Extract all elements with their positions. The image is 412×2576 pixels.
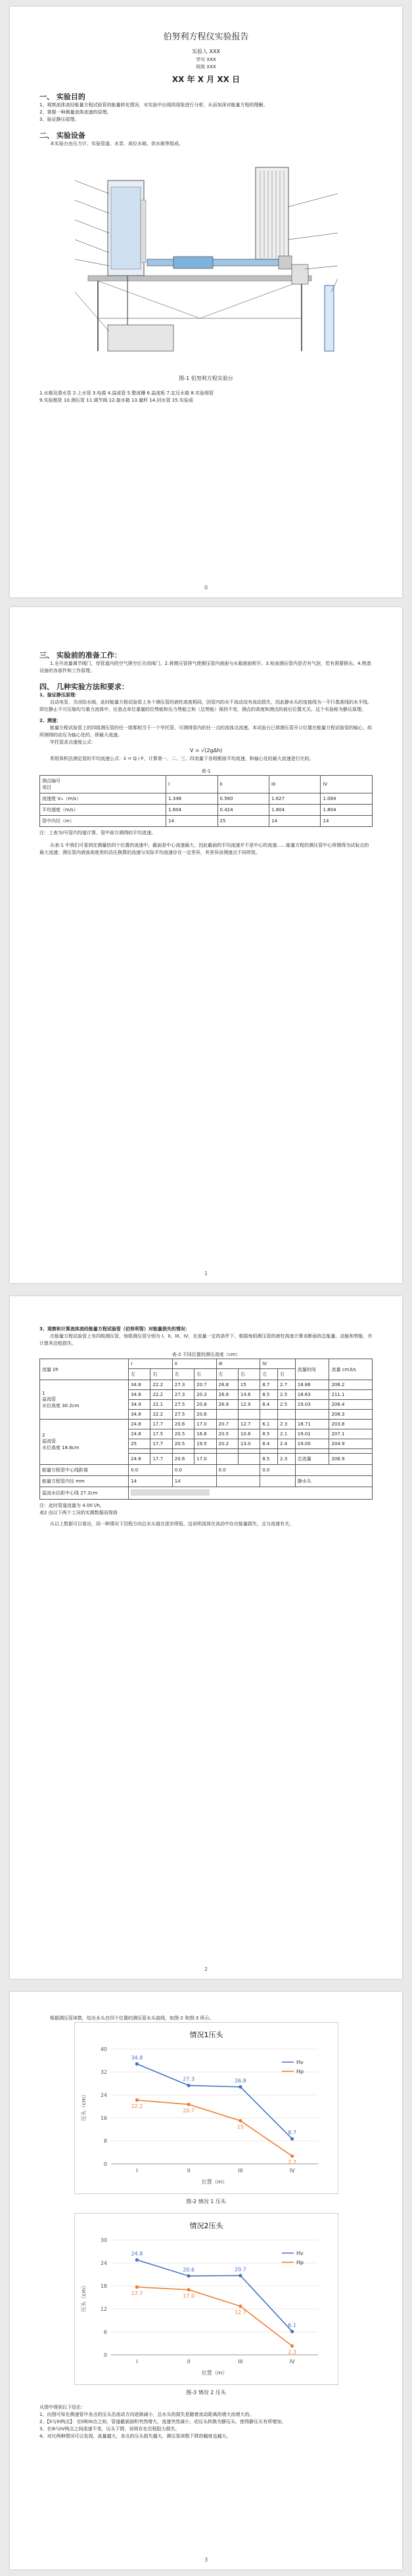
table-header-cell: II bbox=[172, 1359, 216, 1369]
table-cell: 22.1 bbox=[150, 1400, 172, 1410]
table-cell: 14 bbox=[269, 816, 321, 827]
row-label-line: 1 bbox=[42, 1390, 45, 1396]
objective-2: 2、掌握一种测量流体流速的原理。 bbox=[39, 110, 112, 115]
table-cell: 20.6 bbox=[172, 1420, 194, 1429]
legend-entry: Hp bbox=[296, 2069, 304, 2075]
y-tick-label: 30 bbox=[100, 2237, 107, 2243]
table-cell: 0.560 bbox=[217, 793, 269, 805]
table-cell: 2.3 bbox=[278, 1454, 296, 1465]
report-date: XX 年 X 月 XX 日 bbox=[172, 75, 240, 84]
apparatus-diagram bbox=[68, 154, 344, 371]
table-header-cell: III bbox=[216, 1359, 260, 1369]
table-cell: 17.0 bbox=[195, 1420, 216, 1429]
table-cell: 1.804 bbox=[269, 805, 321, 816]
table-cell bbox=[260, 1476, 296, 1487]
table-cell bbox=[195, 1449, 216, 1454]
table-cell: 204.9 bbox=[329, 1439, 373, 1449]
table-cell: 2.1 bbox=[278, 1429, 296, 1439]
row-label-line: 水位高度 18.6cm bbox=[42, 1445, 80, 1450]
page-3 bbox=[10, 1296, 402, 1979]
table-cell bbox=[216, 1476, 260, 1487]
table-cell: 1.084 bbox=[321, 793, 373, 805]
method-2-text: 能量方程试验管上的四组测压管的任一组都相当于一个毕托管，可测得管内的任一点的流体点流速。本试验台已将测压管开口位置在能量方程试验管的轴心，故所测得的动压为轴心处的，即最大流速。 bbox=[39, 725, 372, 738]
table-cell: 14.6 bbox=[238, 1390, 260, 1400]
y-tick-label: 18 bbox=[100, 2283, 107, 2289]
table-cell: 19.01 bbox=[295, 1429, 329, 1439]
data-label: 17.7 bbox=[130, 2290, 143, 2296]
table-cell: 8.5 bbox=[260, 1390, 278, 1400]
page-1 bbox=[10, 7, 402, 597]
table-row-label bbox=[40, 1380, 129, 1420]
table-cell bbox=[278, 1449, 296, 1454]
table-cell: 能量方程管内径 mm bbox=[40, 1476, 129, 1487]
table-row bbox=[40, 776, 373, 793]
table-1-note: 注：上表为Ⅰ号管内均值计算，管中前方测得的平均流速。 bbox=[39, 830, 156, 835]
table-header-cell: 右 bbox=[278, 1369, 296, 1380]
table-cell bbox=[295, 1449, 329, 1454]
data-point bbox=[239, 2304, 242, 2308]
section-4-heading: 四、 几种实验方法和要求： bbox=[39, 683, 129, 691]
series-line-hp bbox=[137, 2100, 292, 2156]
analysis-3: 3、在III与IV两点之间流速不变，压头下降，说明存在沿程阻力损失。 bbox=[39, 2426, 180, 2432]
table-cell: 34.8 bbox=[129, 1380, 150, 1390]
table-cell: 平均速度（m/s） bbox=[40, 805, 166, 816]
table-cell: 20.7 bbox=[216, 1420, 238, 1429]
y-tick-label: 6 bbox=[103, 2329, 107, 2335]
table-header-cell: 右 bbox=[238, 1369, 260, 1380]
method-3-title: 3、观察和计算流体流经能量方程试验管（伯努利管）对能量损失的情况： bbox=[39, 1326, 190, 1332]
series-line-hv bbox=[137, 2260, 292, 2331]
table-cell: 20.5 bbox=[172, 1429, 194, 1439]
student-id: 学号 XXX bbox=[196, 57, 216, 62]
table-cell bbox=[329, 1449, 373, 1454]
table-row bbox=[40, 1465, 373, 1476]
data-point bbox=[290, 2155, 294, 2158]
table-cell bbox=[295, 1410, 329, 1420]
table-cell: 25 bbox=[129, 1439, 150, 1449]
table-row bbox=[40, 805, 373, 816]
analysis-title: 从图中得到以下结论： bbox=[39, 2405, 85, 2410]
table-2 bbox=[39, 1359, 373, 1500]
table-cell: 34.8 bbox=[129, 1410, 150, 1420]
table-cell: 27.3 bbox=[172, 1380, 194, 1390]
table-cell: 20.6 bbox=[172, 1454, 194, 1465]
table-cell: 总流量 bbox=[295, 1454, 329, 1465]
y-axis-label: 压头（cm） bbox=[80, 2283, 87, 2312]
table-cell: 16.8 bbox=[195, 1429, 216, 1439]
y-tick-label: 24 bbox=[100, 2092, 107, 2098]
table-cell bbox=[172, 1449, 194, 1454]
table-cell: 27.5 bbox=[172, 1410, 194, 1420]
velocity-analysis: 从表-1 中我们可看到在测量的四个位置的流速中，截面是中心流速最大，因此截面的平均流速并不是中心的流速……能量方程的测压管中心所测得为试验点的最大流速；测压管内液面高度差的动压换算的流速与实际平均流速存在一定差异，其差异由测速点不同所致。 bbox=[39, 843, 369, 855]
equipment-legend-2: 9.实验粗管 10.测压管 11.调节阀 12.接水箱 13.量杯 14.回水管 15.实验桌 bbox=[39, 398, 193, 403]
table-header-cell: III bbox=[269, 776, 321, 793]
data-label: 8.7 bbox=[287, 2129, 296, 2136]
y-tick-label: 12 bbox=[100, 2306, 107, 2312]
figure-1-caption: 图-1 伯努利方程实验台 bbox=[179, 375, 233, 381]
table-cell: 1.804 bbox=[166, 805, 217, 816]
table-header-cell: IV bbox=[321, 776, 373, 793]
table-row-label bbox=[40, 1420, 129, 1465]
table-cell: 溢流水位距中心线 27.2cm bbox=[40, 1487, 129, 1500]
table-cell: 14 bbox=[172, 1476, 216, 1487]
data-label: 6.1 bbox=[287, 2322, 296, 2329]
table-cell: 22.2 bbox=[150, 1390, 172, 1400]
data-label: 2.7 bbox=[287, 2159, 296, 2166]
table-cell: 24.8 bbox=[129, 1420, 150, 1429]
table-cell: 206.4 bbox=[329, 1400, 373, 1410]
table-cell: 能量方程管中心线距离 bbox=[40, 1465, 129, 1476]
data-point bbox=[187, 2103, 190, 2106]
y-axis-label: 压头（cm） bbox=[80, 2092, 87, 2121]
table-cell: 207.1 bbox=[329, 1429, 373, 1439]
data-label: 12.7 bbox=[234, 2309, 246, 2315]
data-point bbox=[187, 2274, 190, 2277]
table-cell: 8.4 bbox=[260, 1400, 278, 1410]
table-cell: 19.5 bbox=[195, 1439, 216, 1449]
data-point bbox=[290, 2344, 294, 2348]
section-2-heading: 二、 实验设备 bbox=[39, 131, 85, 140]
table-cell: 17.7 bbox=[150, 1420, 172, 1429]
method-2-title: 2、测速： bbox=[39, 718, 61, 723]
charts-intro: 根据测压管读数，绘出水头在四个位置的测压管水头曲线，如图-2 和图-3 所示。 bbox=[50, 2016, 214, 2021]
table-cell: 20.5 bbox=[216, 1429, 238, 1439]
table-cell: 203.8 bbox=[329, 1420, 373, 1429]
table-cell bbox=[238, 1410, 260, 1420]
table-header-cell: I bbox=[166, 776, 217, 793]
data-label: 34.8 bbox=[130, 2054, 143, 2061]
table-cell: 静水头 bbox=[295, 1476, 372, 1487]
apparatus-svg bbox=[68, 154, 344, 371]
table-cell bbox=[278, 1410, 296, 1420]
table-cell: 18.71 bbox=[295, 1420, 329, 1429]
row-label-line: 溢流管 bbox=[42, 1396, 56, 1402]
table-cell: 20.8 bbox=[195, 1400, 216, 1410]
table-cell: 34.9 bbox=[129, 1400, 150, 1410]
data-label: 22.2 bbox=[130, 2103, 143, 2109]
table-cell: 0.0 bbox=[260, 1465, 296, 1476]
data-point bbox=[239, 2085, 242, 2088]
table-cell: 18.63 bbox=[295, 1390, 329, 1400]
legend-entry: Hv bbox=[296, 2059, 304, 2065]
table-cell: 27.3 bbox=[172, 1390, 194, 1400]
table-2-note-1: 注：此时管道流量为 4.00 l/h。 bbox=[39, 1503, 104, 1508]
class-line: 班级 XXX bbox=[196, 64, 216, 70]
page-number: 2 bbox=[204, 1966, 208, 1972]
table-row bbox=[40, 816, 373, 827]
series-line-hp bbox=[137, 2287, 292, 2346]
table-header-cell: 左 bbox=[260, 1369, 278, 1380]
table-cell: 34.8 bbox=[129, 1390, 150, 1400]
x-axis-label: 位置（m） bbox=[201, 2370, 227, 2376]
table-row bbox=[40, 1420, 373, 1429]
table-cell: 15 bbox=[238, 1380, 260, 1390]
table-cell: 26.8 bbox=[216, 1380, 238, 1390]
table-cell: 流速度 Vₘ（m/s） bbox=[40, 793, 166, 805]
table-cell: 8.5 bbox=[260, 1454, 278, 1465]
table-cell: 206.2 bbox=[329, 1380, 373, 1390]
method-1-text: 启动电泵，关闭给水阀，此时能量方程试验管上各个测压管的液柱高度相同，因管内的水不流动没有流动损失，因此静水头的连接线为一平行基准线的水平线。即在静止不可压缩均匀重力流体中，任意点单位重量的位势能和压力势能之和（总势能）保持不变，测点的高度和测点的前后位置无关。这个实验称为静压原理。 bbox=[39, 700, 372, 712]
table-cell: 20.7 bbox=[195, 1380, 216, 1390]
equipment-intro: 本实验台由压力计、实验管道、水泵、高位水箱、供水箱等组成。 bbox=[50, 141, 183, 146]
y-tick-label: 32 bbox=[100, 2069, 107, 2075]
data-point bbox=[187, 2084, 190, 2087]
page-2 bbox=[10, 607, 402, 1283]
analysis-1: 1、由图可知在测速管中各点的压头沿流动方向逐渐减小，总水头的损失是随着流动距离的增大而增大的。 bbox=[39, 2412, 254, 2417]
series-line-hv bbox=[137, 2064, 292, 2139]
table-cell bbox=[129, 1449, 150, 1454]
row-label-line: 水位高度 30.2cm bbox=[42, 1403, 80, 1408]
data-label: 15 bbox=[237, 2124, 244, 2130]
table-cell: 1.627 bbox=[269, 793, 321, 805]
table-2-title: 表-2 不同位置的测压高度（cm） bbox=[172, 1352, 240, 1357]
chart-case-1 bbox=[74, 2022, 338, 2194]
row-label-line: 溢流管 bbox=[42, 1439, 56, 1444]
table-cell: 19.00 bbox=[295, 1439, 329, 1449]
data-label: 17.0 bbox=[182, 2292, 195, 2299]
table-cell: 211.1 bbox=[329, 1390, 373, 1400]
table-header-cell: 左 bbox=[129, 1369, 150, 1380]
table-cell: 10.8 bbox=[238, 1429, 260, 1439]
table-header-cell: IV bbox=[260, 1359, 296, 1369]
data-point bbox=[290, 2137, 294, 2140]
table-cell bbox=[238, 1449, 260, 1454]
table-header-cell: 流量 cm3/s bbox=[329, 1359, 373, 1380]
table-cell: 8.5 bbox=[260, 1429, 278, 1439]
method-3-text: 在能量方程试验管上有四组测压管，每组测压管分别为 I、II、III、IV，在流量一定的条件下，根据每组测压管的液柱高度计算该断面的总能量、动能和势能，并计算其沿程损失。 bbox=[39, 1334, 373, 1346]
table-cell: 25 bbox=[217, 816, 269, 827]
x-tick-label: IV bbox=[289, 2359, 295, 2365]
legend-entry: Hp bbox=[296, 2260, 304, 2266]
data-point bbox=[135, 2285, 138, 2289]
data-point bbox=[239, 2119, 242, 2122]
y-tick-label: 24 bbox=[100, 2260, 107, 2266]
method-1-title: 1、验证静压原理： bbox=[39, 692, 80, 698]
table-row bbox=[40, 793, 373, 805]
table-header-cell: 流量 l/h bbox=[40, 1359, 129, 1380]
table-cell: 22.2 bbox=[150, 1410, 172, 1420]
legend-entry: Hv bbox=[296, 2250, 304, 2256]
chart-case-2 bbox=[74, 2213, 338, 2385]
pitot-formula: V = √(2gΔh) bbox=[189, 748, 223, 753]
table-cell: 17.7 bbox=[150, 1454, 172, 1465]
section-1-heading: 一、 实验目的 bbox=[39, 93, 85, 101]
table-cell: 8.4 bbox=[260, 1439, 278, 1449]
table-cell: 17.5 bbox=[150, 1429, 172, 1439]
table-cell: 208.3 bbox=[329, 1410, 373, 1420]
table-cell: 1.348 bbox=[166, 793, 217, 805]
y-tick-label: 0 bbox=[103, 2352, 107, 2358]
table-cell: 1.804 bbox=[321, 805, 373, 816]
table-cell: 2.5 bbox=[278, 1390, 296, 1400]
data-point bbox=[135, 2062, 138, 2065]
table-cell: 12.7 bbox=[238, 1420, 260, 1429]
data-label: 26.8 bbox=[234, 2077, 246, 2084]
x-tick-label: III bbox=[237, 2168, 242, 2174]
doc-title: 伯努利方程仪实验报告 bbox=[163, 32, 249, 42]
table-1-title: 表-1 bbox=[201, 769, 211, 774]
table-row bbox=[40, 1476, 373, 1487]
table-cell: 17.7 bbox=[150, 1439, 172, 1449]
table-cell bbox=[150, 1449, 172, 1454]
table-header-cell: 右 bbox=[150, 1369, 172, 1380]
table-header-cell: I bbox=[129, 1359, 173, 1369]
table-cell: 20.5 bbox=[172, 1439, 194, 1449]
table-cell bbox=[216, 1410, 238, 1420]
y-tick-label: 40 bbox=[100, 2046, 107, 2052]
table-cell: 18.86 bbox=[295, 1380, 329, 1390]
loss-analysis: 从以上数据可以看出，同一种情况下沿程方向总水头值在逐步降低，这说明流体在流动中存在能量损失，且与流速有关。 bbox=[50, 1521, 294, 1527]
table-header-cell: II bbox=[217, 776, 269, 793]
table-row bbox=[40, 1380, 373, 1390]
redacted-block bbox=[131, 1489, 210, 1496]
table-cell bbox=[129, 1487, 373, 1500]
table-cell bbox=[216, 1449, 238, 1454]
data-label: 2.3 bbox=[287, 2349, 296, 2355]
table-cell: 管中内径（m） bbox=[40, 816, 166, 827]
analysis-4: 4、对比两种情况可以发现，流量越大，各点的压头损失越大，测压管读数下降的幅度也越大。 bbox=[39, 2434, 231, 2439]
table-cell: 14 bbox=[166, 816, 217, 827]
table-cell: 0.424 bbox=[217, 805, 269, 816]
x-tick-label: II bbox=[187, 2168, 190, 2174]
table-header-cell: 左 bbox=[216, 1369, 238, 1380]
table-cell: 14 bbox=[129, 1476, 173, 1487]
figure-3-caption: 图-3 情况 2 压头 bbox=[186, 2390, 226, 2396]
page-number: 1 bbox=[204, 1271, 208, 1277]
table-2-body bbox=[40, 1380, 373, 1465]
table-cell: 6.1 bbox=[260, 1420, 278, 1429]
table-cell: 0.0 bbox=[172, 1465, 216, 1476]
x-tick-label: III bbox=[237, 2359, 242, 2365]
analysis-2: 2、【II与III两点】：在II和III点之间，管道截面面积突然增大，流速突然减小，动压头转换为静压头，使得静压头有所增加。 bbox=[39, 2419, 286, 2424]
data-point bbox=[135, 2098, 138, 2101]
page-number: 3 bbox=[204, 2557, 208, 2563]
y-tick-label: 0 bbox=[103, 2161, 107, 2167]
table-cell: 13.0 bbox=[238, 1439, 260, 1449]
data-point bbox=[239, 2274, 242, 2277]
table-cell: 206.9 bbox=[329, 1454, 373, 1465]
table-cell bbox=[238, 1454, 260, 1465]
data-point bbox=[290, 2330, 294, 2333]
x-axis-label: 位置（m） bbox=[201, 2179, 227, 2185]
table-cell bbox=[260, 1410, 278, 1420]
chart-title: 情况2压头 bbox=[189, 2222, 223, 2230]
objective-3: 3、验证静压原理。 bbox=[39, 117, 80, 122]
data-point bbox=[187, 2288, 190, 2291]
x-tick-label: II bbox=[187, 2359, 190, 2365]
experimenter: 实验人 XXX bbox=[192, 49, 220, 54]
table-cell: 0.0 bbox=[216, 1465, 260, 1476]
pitot-formula-text: 毕托管求点速度公式： bbox=[50, 740, 96, 745]
table-cell: 2.3 bbox=[278, 1420, 296, 1429]
table-cell bbox=[216, 1454, 238, 1465]
table-cell bbox=[260, 1449, 278, 1454]
table-cell: 2.4 bbox=[278, 1439, 296, 1449]
data-label: 27.3 bbox=[182, 2076, 195, 2082]
table-cell: 14 bbox=[321, 816, 373, 827]
data-label: 20.6 bbox=[182, 2266, 195, 2273]
section-3-heading: 三、 实验前的准备工作： bbox=[39, 651, 122, 660]
table-header-cell: 流量时间 bbox=[295, 1359, 329, 1380]
table-cell: 20.2 bbox=[216, 1439, 238, 1449]
equipment-legend-1: 1.水箱及潜水泵 2.上水管 3.电源 4.溢流管 5.整流栅 6.溢流板 7.定压水箱 8.实验细管 bbox=[39, 391, 214, 396]
table-1 bbox=[39, 775, 373, 827]
table-cell: 22.2 bbox=[150, 1380, 172, 1390]
x-tick-label: IV bbox=[289, 2168, 295, 2174]
y-tick-label: 8 bbox=[103, 2138, 107, 2144]
table-row bbox=[40, 1359, 373, 1369]
table-2-note-2: 表2 由以下两个工况的实测数据而得到 bbox=[39, 1510, 118, 1515]
table-cell: 2.5 bbox=[278, 1400, 296, 1410]
table-cell: 24.8 bbox=[129, 1454, 150, 1465]
chart-title: 情况1压头 bbox=[189, 2031, 223, 2039]
table-cell: 8.7 bbox=[260, 1380, 278, 1390]
prep-text: 1.全开流量调节阀门，待管道内的空气排空后关闭阀门。2.将测压管排气使测压管内液面与水箱液面相平。3.检查测压管内是否有气泡，若有需要排出。4.熟悉设备的各部件和工作原理。 bbox=[39, 661, 371, 673]
table-cell: 26.9 bbox=[216, 1400, 238, 1410]
data-label: 20.7 bbox=[234, 2266, 246, 2273]
data-point bbox=[135, 2258, 138, 2262]
table-cell: 26.8 bbox=[216, 1390, 238, 1400]
table-cell: 27.5 bbox=[172, 1400, 194, 1410]
page-number: 0 bbox=[204, 585, 208, 591]
figure-2-caption: 图-2 情况 1 压头 bbox=[186, 2199, 226, 2205]
objective-1: 1、观察流体流经能量方程试验管的能量转化情况，对实验中出现的现象进行分析，从而加深对能量方程的理解。 bbox=[39, 102, 268, 108]
table-cell: 19.03 bbox=[295, 1400, 329, 1410]
table-cell bbox=[295, 1465, 372, 1476]
page-4 bbox=[10, 1992, 402, 2569]
table-cell: 0.0 bbox=[129, 1465, 173, 1476]
table-header-cell: 测点编号 项目 bbox=[40, 776, 166, 793]
table-cell: 20.3 bbox=[195, 1390, 216, 1400]
table-cell: 17.0 bbox=[195, 1454, 216, 1465]
table-header-cell: 左 bbox=[172, 1369, 194, 1380]
y-tick-label: 16 bbox=[100, 2115, 107, 2121]
table-cell: 24.8 bbox=[129, 1429, 150, 1439]
table-row bbox=[40, 1487, 373, 1500]
x-tick-label: I bbox=[135, 2359, 138, 2365]
row-label-line: 2 bbox=[42, 1433, 45, 1438]
table-cell: 20.6 bbox=[195, 1410, 216, 1420]
table-cell: 12.9 bbox=[238, 1400, 260, 1410]
x-tick-label: I bbox=[135, 2168, 138, 2174]
data-label: 24.8 bbox=[130, 2250, 143, 2257]
table-cell: 2.7 bbox=[278, 1380, 296, 1390]
data-label: 20.7 bbox=[182, 2107, 195, 2114]
table-header-cell: 右 bbox=[195, 1369, 216, 1380]
volume-method-text: 利用体积法测定管的平均流速公式：v̄ = Q / F，计算第一、二、三、四流量下各组断面平均流速，和轴心处的最大流速进行比较。 bbox=[50, 756, 314, 761]
